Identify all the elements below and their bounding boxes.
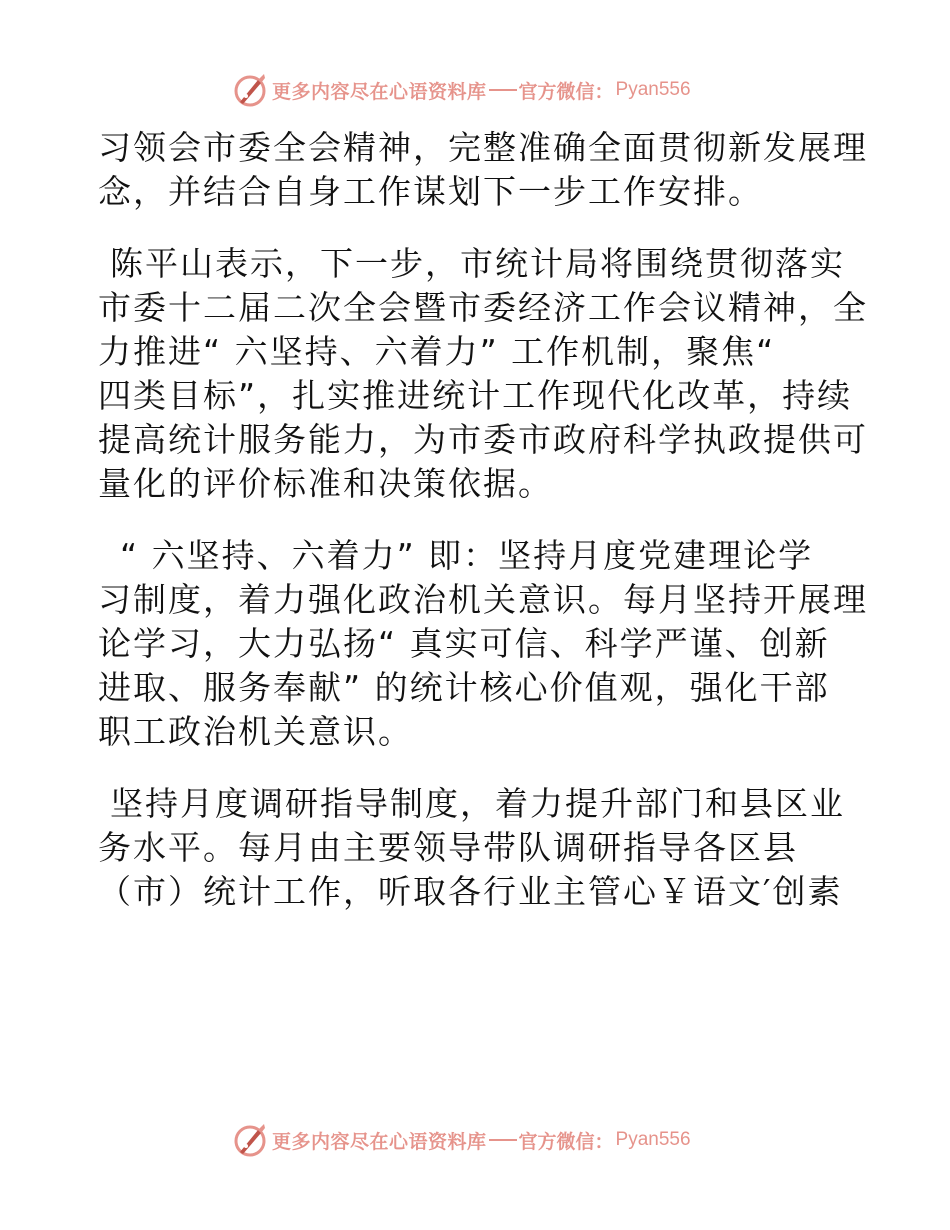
- paragraph-1: [98, 126, 868, 214]
- text-line: 陈平山表示，下一步，市统计局将围绕贯彻落实: [110, 244, 845, 283]
- footer-banner-text: 更多内容尽在心语资料库: [272, 1130, 487, 1153]
- paragraph-3: [98, 534, 868, 754]
- text-line: 四类目标”，扎实推进统计工作现代化改革，持续: [98, 376, 853, 415]
- text-line: 习领会市委全会精神，完整准确全面贯彻新发展理: [98, 128, 868, 167]
- text-line: “ 六坚持、六着力” 即：坚持月度党建理论学: [120, 536, 814, 575]
- paragraph-4: [98, 782, 858, 914]
- text-line: 职工政治机关意识。: [98, 712, 413, 751]
- header-watermark: [232, 72, 732, 108]
- paragraph-2: [98, 242, 868, 506]
- text-line: 念，并结合自身工作谋划下一步工作安排。: [98, 172, 763, 211]
- footer-banner-dash: [489, 1139, 517, 1141]
- document-body: [98, 126, 868, 914]
- quill-pen-logo-icon: [232, 1122, 268, 1158]
- footer-banner-wechat-label: 官方微信：: [518, 1130, 614, 1153]
- text-line: 进取、服务奉献” 的统计核心价值观，强化干部: [98, 668, 830, 707]
- header-banner-dash: [489, 89, 517, 91]
- text-line: 量化的评价标准和决策依据。: [98, 464, 553, 503]
- quill-pen-logo-icon: [232, 72, 268, 108]
- header-banner-wechat-label: 官方微信：: [518, 80, 614, 103]
- text-line: 务水平。每月由主要领导带队调研指导各区县: [98, 828, 798, 867]
- footer-banner-wechat-id: Pyan556: [615, 1129, 691, 1150]
- text-line: 论学习，大力弘扬“ 真实可信、科学严谨、创新: [98, 624, 830, 663]
- text-line: 提高统计服务能力，为市委市政府科学执政提供可: [98, 420, 868, 459]
- text-line: （市）统计工作，听取各行业主管心￥语文′创素: [98, 872, 843, 911]
- footer-watermark: [232, 1122, 732, 1158]
- text-line: 力推进“ 六坚持、六着力” 工作机制，聚焦“: [98, 332, 776, 371]
- text-line: 市委十二届二次全会暨市委经济工作会议精神，全: [98, 288, 868, 327]
- text-line: 习制度，着力强化政治机关意识。每月坚持开展理: [98, 580, 868, 619]
- text-line: 坚持月度调研指导制度，着力提升部门和县区业: [110, 784, 845, 823]
- header-banner-wechat-id: Pyan556: [615, 79, 691, 100]
- header-banner-text: 更多内容尽在心语资料库: [272, 80, 487, 103]
